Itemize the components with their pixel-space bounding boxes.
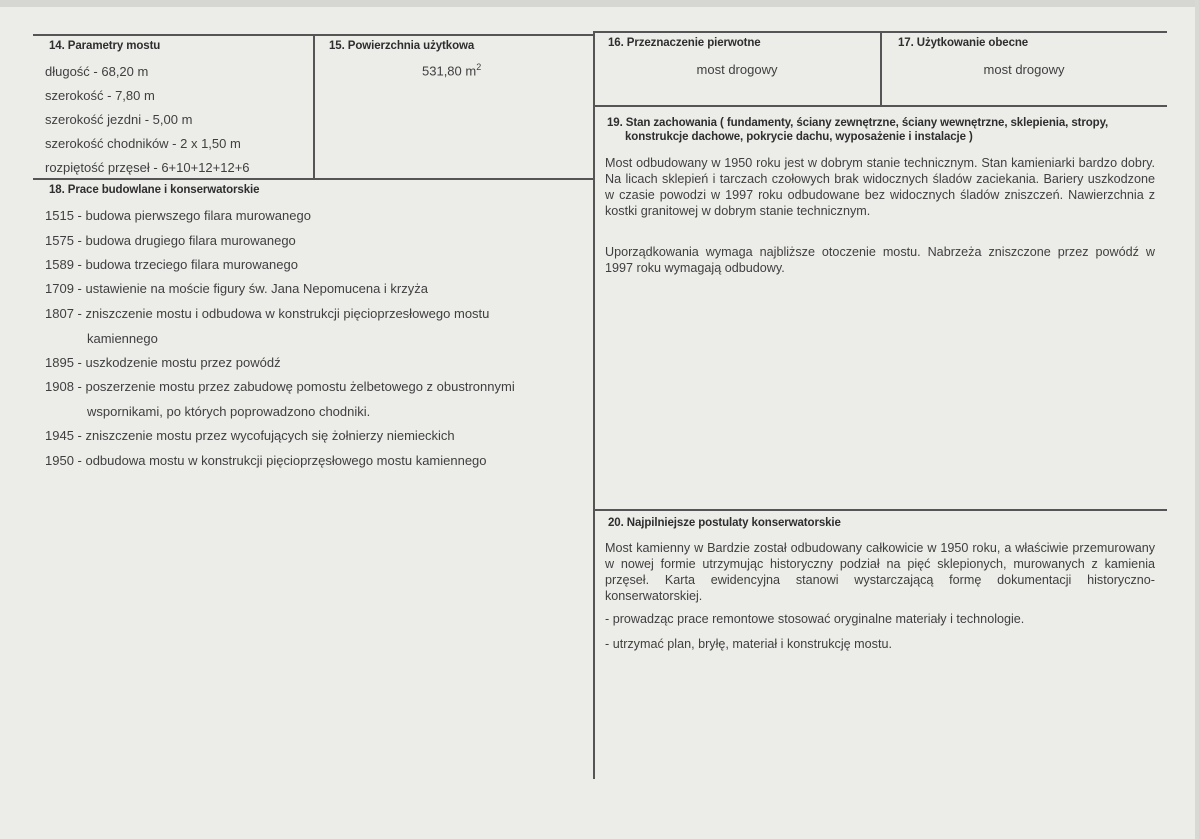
- work-entry: 1950 - odbudowa mostu w konstrukcji pięcioprzęsłowego mostu kamiennego: [45, 453, 487, 468]
- grid-v-main: [593, 31, 595, 779]
- work-entry-continuation: kamiennego: [87, 331, 158, 346]
- section20-bullet: - utrzymać plan, bryłę, materiał i konstrukcję mostu.: [605, 637, 892, 651]
- section19-paragraph2: Uporządkowania wymaga najbliższe otoczenie mostu. Nabrzeża zniszczone przez powódź w 1997 roku wymagają odbudowy.: [605, 245, 1155, 275]
- grid-h-20: [593, 509, 1167, 511]
- scan-edge-top: [0, 0, 1199, 7]
- section16-value: most drogowy: [696, 62, 778, 77]
- work-entry: 1709 - ustawienie na moście figury św. Jana Nepomucena i krzyża: [45, 281, 428, 296]
- section14-line: szerokość chodników - 2 x 1,50 m: [45, 136, 241, 151]
- section17-value: most drogowy: [983, 62, 1065, 77]
- section19-heading-line1: 19. Stan zachowania ( fundamenty, ściany zewnętrzne, ściany wewnętrzne, sklepienia, stropy,: [607, 117, 1109, 129]
- section14-line: rozpiętość przęseł - 6+10+12+12+6: [45, 160, 250, 175]
- area-value: 531,80 m: [422, 63, 477, 79]
- section19-heading-line2: konstrukcje dachowe, pokrycie dachu, wyposażenie i instalacje ): [625, 131, 973, 143]
- grid-h-18: [33, 178, 593, 180]
- section14-line: szerokość - 7,80 m: [45, 88, 155, 103]
- section14-line: szerokość jezdni - 5,00 m: [45, 112, 193, 127]
- section20-paragraph1: Most kamienny w Bardzie został odbudowany całkowicie w 1950 roku, a właściwie przemurowany w nowej formie utrzymując historyczny podział na pięć sklepionych, murowanych z kamienia przęseł. Karta ewidencyjna stanowi wystarczającą formę dokumentacji historyczno-konserwatorskiej.: [605, 541, 1155, 603]
- grid-v-14-15: [313, 34, 315, 178]
- section14-heading: 14. Parametry mostu: [49, 40, 161, 52]
- scan-edge-right: [1195, 0, 1199, 839]
- work-entry: 1807 - zniszczenie mostu i odbudowa w konstrukcji pięcioprzesłowego mostu: [45, 306, 490, 321]
- section16-heading: 16. Przeznaczenie pierwotne: [608, 37, 761, 49]
- work-entry: 1589 - budowa trzeciego filara murowanego: [45, 257, 298, 272]
- section17-heading: 17. Użytkowanie obecne: [898, 37, 1029, 49]
- section18-heading: 18. Prace budowlane i konserwatorskie: [49, 184, 260, 196]
- section20-bullet: - prowadząc prace remontowe stosować oryginalne materiały i technologie.: [605, 612, 1025, 626]
- work-entry: 1945 - zniszczenie mostu przez wycofujących się żołnierzy niemieckich: [45, 428, 455, 443]
- work-entry: 1908 - poszerzenie mostu przez zabudowę pomostu żelbetowego z obustronnymi: [45, 379, 515, 394]
- work-entry: 1895 - uszkodzenie mostu przez powódź: [45, 355, 281, 370]
- section15-heading: 15. Powierzchnia użytkowa: [329, 40, 475, 52]
- section15-value: [422, 62, 481, 78]
- grid-v-16-17: [880, 31, 882, 105]
- area-unit-superscript: 2: [476, 62, 482, 72]
- section14-line: długość - 68,20 m: [45, 64, 149, 79]
- work-entry-continuation: wspornikami, po których poprowadzono chodniki.: [87, 404, 371, 419]
- section20-heading: 20. Najpilniejsze postulaty konserwatorskie: [608, 517, 841, 529]
- work-entry: 1515 - budowa pierwszego filara murowanego: [45, 208, 311, 223]
- work-entry: 1575 - budowa drugiego filara murowanego: [45, 233, 296, 248]
- grid-h-19: [593, 105, 1167, 107]
- section19-paragraph1: Most odbudowany w 1950 roku jest w dobrym stanie technicznym. Stan kamieniarki bardzo dobry. Na licach sklepień i tarczach czołowych brak widocznych śladów zaciekania. Bariery uszkodzone w czasie powodzi w 1997 roku odbudowane bez widocznych śladów zniszczeń. Nawierzchnia z kostki granitowej w dobrym stanie technicznym.: [605, 156, 1155, 218]
